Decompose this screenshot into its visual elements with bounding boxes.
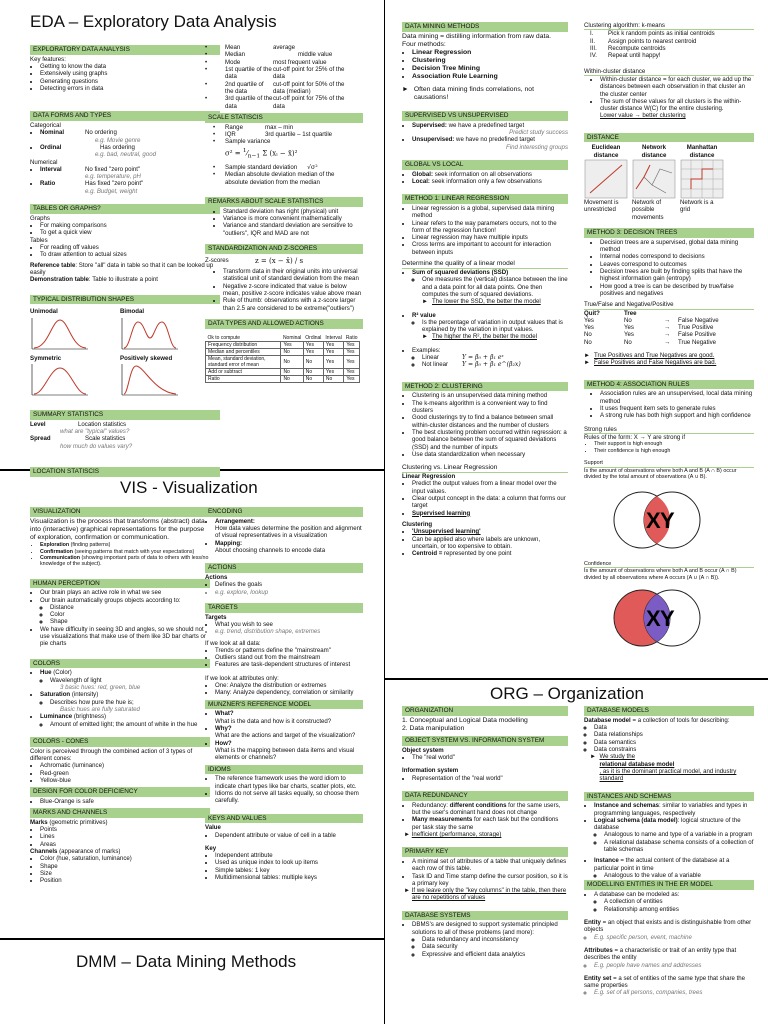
list-item: • Instance and schemas: similar to variables and types in programming languages, respectively xyxy=(594,802,754,817)
list-item: ◦ E.g. people have names and addresses xyxy=(594,962,754,969)
list-item: • e.g. trend, distribution shape, extremes xyxy=(215,628,363,635)
table-row: Median and percentiles No Yes Yes Yes xyxy=(206,348,360,355)
tables-graphs-header: TABLES OR GRAPHS? xyxy=(30,204,220,214)
list-item: • The sum of these values for all clusters is the within-cluster distance W(C) for the entire clustering. xyxy=(600,98,754,113)
list-item: ◦ Data xyxy=(594,724,754,731)
list-item: • Lines xyxy=(40,833,210,840)
level-row: Level Location statistics xyxy=(30,420,127,428)
location-stats-list: • Mean average • Median middle value • Mode most frequent value • 1st quartile of the data cut-off point for 25% of the data • 2nd quartile of the data cut-off point for 50% of the data (median) • 3rd quartile of the data cut-off point for 75% of the data xyxy=(205,44,345,110)
list-item: • Points xyxy=(40,826,210,833)
list-item: • One: Analyze the distribution or extremes xyxy=(215,682,363,689)
demonstration-table-note: Demonstration table: Table to illustrate a point xyxy=(30,276,158,284)
method3-header: METHOD 3: DECISION TREES xyxy=(584,228,754,238)
methods-text: Data mining = distilling information from raw data. xyxy=(402,32,552,40)
list-item: • e.g. explore, lookup xyxy=(215,589,363,596)
list-item: • Exploration (finding patterns) xyxy=(40,542,210,548)
list-item: • 'Unsupervised learning' xyxy=(412,528,568,535)
primary-key-header: PRIMARY KEY xyxy=(402,847,568,857)
table-row: No Yes → False Positive xyxy=(584,331,716,339)
list-item: ◦ Data semantics xyxy=(594,739,754,746)
list-item: • Local: seek information only a few observations xyxy=(412,178,568,185)
strong-rules-label: Strong rules xyxy=(584,426,754,434)
org-item: 2. Data manipulation xyxy=(402,724,465,732)
list-item: • Predict the output values from a linear model over the input values. xyxy=(412,480,568,495)
list-item: • Clustering is an unsupervised data mining method xyxy=(412,392,568,399)
list-item: • Transform data in their original units into universal statistical unit of standard deviation from the mean xyxy=(223,268,363,283)
colors-list xyxy=(30,669,210,728)
list-item: • Leaves correspond to outcomes xyxy=(600,261,754,268)
list-item: • Our brain plays an active role in what we see xyxy=(40,589,210,596)
list-item: • Communication (showing important parts of data to others with less/no knowledge of the subject). xyxy=(40,555,210,568)
targets-label: Targets xyxy=(205,613,227,621)
list-item: • Achromatic (luminance) xyxy=(40,762,210,769)
categorical-label: Categorical xyxy=(30,121,61,129)
global-local-list xyxy=(402,171,568,186)
level-example: what are "typical" values? xyxy=(60,427,130,435)
eda-title: EDA – Exploratory Data Analysis xyxy=(30,12,277,31)
quality-list xyxy=(402,269,568,369)
list-item: • Our brain automatically groups objects according to: ◦ Distance ◦ Color ◦ Shape xyxy=(40,597,210,626)
support-text: Is the amount of observations where both A and B (A ∩ B) occur divided by the total amount of observations (A ∪ B). xyxy=(584,467,737,481)
actions-label: Actions xyxy=(205,573,228,581)
list-item: • Defines the goals xyxy=(215,581,363,588)
table-row: Mean, standard deviation, standard error of mean No No Yes Yes xyxy=(206,355,360,368)
list-item: • How good a tree is can be described by true/false positives and negatives xyxy=(600,283,754,298)
list-item: • Mapping: About choosing channels to encode data xyxy=(215,540,363,555)
list-item: • R² value ◦ Is the percentage of variation in output values that is explained by the variation in input values. ► The higher the R², the better the model xyxy=(412,312,568,341)
bimodal-shape: Bimodal xyxy=(120,308,210,350)
list-item: • For making comparisons xyxy=(40,222,220,229)
list-item: • DBMS's are designed to support systematic principled solutions to all of these problems (and more): ◦ Data redundancy and inconsistency ◦ Data security ◦ Expressive and efficient data analytics xyxy=(412,921,568,958)
list-item: • Redundancy: different conditions for the same users, but the user's dominant hand does not change xyxy=(412,802,568,817)
list-item: • Many measurements for each task but the conditions per task stay the same xyxy=(412,816,568,831)
list-item: • Global: seek information on all observations xyxy=(412,171,568,178)
ordinal-item: • Ordinal Has ordering e.g. bad, neutral, good xyxy=(40,144,220,159)
redundancy-list xyxy=(402,802,568,839)
method4-header: METHOD 4: ASSOCIATION RULES xyxy=(584,380,754,390)
location-stats-header: LOCATION STATISCIS xyxy=(30,467,220,477)
list-item: • Generating questions xyxy=(40,78,220,85)
list-item: • How? What is the mapping between data items and visual elements or channels? xyxy=(215,740,363,762)
confidence-venn-icon xyxy=(604,585,714,651)
encoding-header: ENCODING xyxy=(205,507,363,517)
org-item: 1. Conceptual and Logical Data modelling xyxy=(402,716,528,724)
strong-rules-text: Rules of the form: X → Y are strong if xyxy=(584,433,686,441)
list-item: • Arrangement: How data values determine the position and alignment of visual representatives in a visualization xyxy=(215,518,363,540)
list-item: • Linear regression is a global, supervised data mining method xyxy=(412,205,568,220)
marks-label: Marks (geometric primitives) xyxy=(30,818,108,826)
scale-stats-list: • Range max – min • IQR 3rd quartile – 1st quartile • Sample variance $\sigma^2 = ^1⁄_{n-1}$ Σ (xᵢ − x̄)² • Sample standard deviation √σ² • Median absolute deviation median of the absolute deviation from the median xyxy=(205,124,363,187)
list-item: • Blue-Orange is safe xyxy=(40,798,210,805)
list-item: • Variance and standard deviation are sensitive to "outliers", IQR and MAD are not xyxy=(223,222,363,237)
data-forms-header: DATA FORMS AND TYPES xyxy=(30,111,220,121)
unimodal-curve-icon xyxy=(30,316,90,351)
unimodal-shape: Unimodal xyxy=(30,308,120,350)
clustering-label: Clustering xyxy=(402,521,433,528)
key-label: Key xyxy=(205,844,217,852)
list-item: • Their support is high enough xyxy=(594,441,754,447)
channels-label: Channels (appearance of marks) xyxy=(30,848,121,856)
database-models-header: DATABASE MODELS xyxy=(584,706,754,716)
list-item: • Many: Analyze dependency, correlation or similarity xyxy=(215,689,363,696)
tf-note: ► True Positives and True Negatives are good. xyxy=(584,352,715,360)
data-types-table xyxy=(205,335,360,383)
divider-left-2 xyxy=(0,938,384,940)
list-item: • Clear output concept in the data: a column that forms our target xyxy=(412,495,568,510)
relational-note: ► We study the relational database model , as it is the dominant practical model, and industry standard xyxy=(590,753,737,783)
scale-stats-header: SCALE STATISCIS xyxy=(205,113,363,123)
database-systems-header: DATABASE SYSTEMS xyxy=(402,911,568,921)
perception-list xyxy=(30,589,210,648)
table-row: Ok to compute Nominal Ordinal Interval Ratio xyxy=(207,334,358,341)
manhattan-distance: Manhattan distance Network is a grid xyxy=(680,144,724,221)
list-item: • Areas xyxy=(40,841,210,848)
tf-note: ► False Positives and False Negatives are bad. xyxy=(584,359,717,367)
list-item: • Unsupervised: we have no predefined target Find interesting groups xyxy=(412,136,568,151)
list-item: • Association rules are an unsupervised, local data mining method xyxy=(600,390,754,405)
list-item: • Dependent attribute or value of cell in a table xyxy=(215,832,363,839)
eda-header: EXPLORATORY DATA ANALYSIS xyxy=(30,45,220,55)
list-item: • Linear refers to the way parameters occurs, not to the form of the regression function! xyxy=(412,220,568,235)
list-item: • Internal nodes correspond to decisions xyxy=(600,253,754,260)
manhattan-grid-icon xyxy=(680,159,724,199)
list-item: • It uses frequent item sets to generate rules xyxy=(600,405,754,412)
variance-formula: $\sigma^2 = ^1⁄_{n-1}$ Σ (xᵢ − x̄)² xyxy=(225,148,298,161)
list-item: • Good clusterings try to find a balance between small within-cluster distances and the number of clusters xyxy=(412,414,568,429)
skewed-curve-icon xyxy=(120,362,180,397)
list-item: • Representation of the "real world" xyxy=(412,775,568,782)
venn-y-label: Y xyxy=(660,507,675,533)
schemas-list xyxy=(584,802,754,879)
list-item: ► If we leave only the "key columns" in the table, then there are no repetitions of values xyxy=(404,887,567,902)
list-item: • Used as unique index to look up items xyxy=(215,859,363,866)
information-system-label: Information system xyxy=(402,767,459,775)
nominal-item: • Nominal No ordering e.g. Movie genre xyxy=(40,129,220,144)
distance-header: DISTANCE xyxy=(584,133,754,143)
entity-set-definition: Entity set = a set of entities of the same type that share the same properties xyxy=(584,974,746,990)
zscore-row: Z-scores z = (x − x̄) / s xyxy=(205,256,304,265)
quality-label: Determine the quality of a linear model xyxy=(402,260,568,269)
divider-vertical xyxy=(384,0,385,1024)
tables-label: Tables xyxy=(30,236,48,244)
venn-x-label: X xyxy=(646,606,661,632)
entities-header: MODELLING ENTITIES IN THE ER MODEL xyxy=(584,880,754,890)
list-item: • Trends or patterns define the "mainstream" xyxy=(215,647,363,654)
list-item: • Confirmation (seeing patterns that match with your expectations) xyxy=(40,549,210,555)
list-item: • Within-cluster distance = for each cluster, we add up the distances between each observation in that cluster an the cluster center xyxy=(600,76,754,98)
bimodal-curve-icon xyxy=(120,316,180,351)
dmm-title: DMM – Data Mining Methods xyxy=(76,952,297,971)
list-item: ◦ Data relationships xyxy=(594,731,754,738)
table-row: Frequency distribution Yes Yes Yes Yes xyxy=(206,341,360,348)
list-item: • Use data standardization when necessary xyxy=(412,451,568,458)
support-venn-icon xyxy=(604,485,714,555)
standardization-header: STANDARDIZATION AND Z-SCORES xyxy=(205,244,363,254)
list-item: • Position xyxy=(40,877,210,884)
os-vs-is-header: OBJECT SYSTEM VS. INFORMATION SYSTEM xyxy=(402,736,568,746)
munzner-list xyxy=(205,710,363,761)
list-item: • A minimal set of attributes of a table that uniquely defines each row of this table. xyxy=(412,858,568,873)
visualization-text: Visualization is the process that transforms (abstract) data into (interactive) graphical representations for the purpose of exploration, confirmation or communication. xyxy=(30,517,205,541)
list-item: • To draw attention to actual sizes xyxy=(40,251,220,258)
munzner-header: MUNZNER'S REFERENCE MODEL xyxy=(205,700,363,710)
list-item: • Can be applied also where labels are unknown, uncertain, or too expensive to obtain. xyxy=(412,536,568,551)
list-item: • Clustering xyxy=(412,57,568,65)
list-item: • Independent attribute xyxy=(215,852,363,859)
targets-header: TARGETS xyxy=(205,603,363,613)
actions-header: ACTIONS xyxy=(205,563,363,573)
interval-item: • Interval No fixed "zero point" e.g. temperature, pH xyxy=(40,166,220,181)
list-item: • To get a quick view xyxy=(40,229,220,236)
visualization-header: VISUALIZATION xyxy=(30,507,210,517)
marks-header: MARKS AND CHANNELS xyxy=(30,808,210,818)
visualization-list xyxy=(30,542,210,567)
list-item: • The k-means algorithm is a convenient way to find clusters xyxy=(412,400,568,415)
list-item: • Instance = the actual content of the database at a particular point in time ◦ Analogous to the value of a variable xyxy=(594,857,754,879)
list-item: ◦ E.g. set of all persons, companies, trees xyxy=(594,989,754,996)
euclidean-distance: Euclidean distance Movement is unrestricted xyxy=(584,144,628,221)
venn-y-label: Y xyxy=(660,606,675,632)
cones-header: COLORS - CONES xyxy=(30,737,210,747)
list-item: • The reference framework uses the word idiom to indicate chart types like bar charts, scatter plots, etc. xyxy=(215,775,363,790)
keys-values-header: KEYS AND VALUES xyxy=(205,814,363,824)
list-item: • A database can be modeled as: ◦ A collection of entities ◦ Relationship among entities xyxy=(594,891,754,913)
list-item: • Standard deviation has right (physical) unit xyxy=(223,208,363,215)
list-item: • Linear Regression xyxy=(412,49,568,57)
deficiency-header: DESIGN FOR COLOR DEFICIENCY xyxy=(30,787,210,797)
list-item: • What? What is the data and how is it constructed? xyxy=(215,710,363,725)
list-item: • Idioms do not serve all tasks equally, so choose them carefully. xyxy=(215,790,363,805)
global-local-header: GLOBAL VS LOCAL xyxy=(402,160,568,170)
list-item: • Extensively using graphs xyxy=(40,70,220,77)
methods-list xyxy=(402,49,568,82)
ratio-item: • Ratio Has fixed "zero point" e.g. Budget, weight xyxy=(40,180,220,195)
list-item: • We have difficulty in seeing 3D and angles, so we should not use visualizations that make use of them like 3D bar charts or pie charts xyxy=(40,626,210,648)
org-title: ORG – Organization xyxy=(490,684,645,703)
remarks-header: REMARKS ABOUT SCALE STATISTICS xyxy=(205,197,363,207)
method1-list xyxy=(402,205,568,256)
symmetric-curve-icon xyxy=(30,362,90,397)
object-system-label: Object system xyxy=(402,746,444,754)
value-label: Value xyxy=(205,824,221,832)
network-distance: Network distance Network of possible movements xyxy=(632,144,676,221)
key-features-label: Key features: xyxy=(30,55,66,63)
list-item: • Features are task-dependent structures of interest xyxy=(215,661,363,668)
list-item: • Decision trees are built by finding splits that have the highest information gain (entropy) xyxy=(600,268,754,283)
all-data-label: If we look at all data: xyxy=(205,639,261,647)
list-item: • Variance is more convenient mathematically xyxy=(223,215,363,222)
four-methods-label: Four methods: xyxy=(402,40,446,48)
list-item: • Hue (Color) ◦ Wavelength of light 3 basic hues: red, green, blue xyxy=(40,669,210,691)
zscore-list xyxy=(205,268,363,312)
methods-header: DATA MINING METHODS xyxy=(402,22,568,32)
table-row: No No → True Negative xyxy=(584,338,717,346)
list-item: • Simple tables: 1 key xyxy=(215,867,363,874)
attr-only-label: If we look at attributes only: xyxy=(205,674,279,682)
cones-text: Color is perceived through the combined action of 3 types of different cones: xyxy=(30,747,193,762)
network-grid-icon xyxy=(632,159,676,199)
list-item: Lower value → better clustering xyxy=(600,112,686,120)
organization-header: ORGANIZATION xyxy=(402,706,568,716)
list-item: • Association Rule Learning xyxy=(412,73,568,81)
list-item: • Detecting errors in data xyxy=(40,85,220,92)
perception-header: HUMAN PERCEPTION xyxy=(30,579,210,589)
list-item: • Supervised: we have a predefined target Predict study success xyxy=(412,122,568,137)
list-item: • Rule of thumb: observations with a z-score larger than 2.5 are considered to be extreme("outliers") xyxy=(223,297,363,312)
confidence-text: Is the amount of observations where both A and B occur (A ∩ B) divided by all observations where A occurs (A ∪ (A ∩ B)). xyxy=(584,568,737,581)
venn-x-label: X xyxy=(646,507,661,533)
graphs-label: Graphs xyxy=(30,214,50,222)
table-row: Yes Yes → True Positive xyxy=(584,324,714,332)
vis-section-right xyxy=(205,504,363,934)
tfnp-label: True/False and Negative/Positive xyxy=(584,301,754,309)
within-cluster-label: Within-cluster distance xyxy=(584,68,754,76)
list-item: ◦ E.g. specific person, event, machine xyxy=(594,934,754,941)
distance-types xyxy=(584,144,724,221)
list-item: • Linear regression may have multiple inputs xyxy=(412,234,568,241)
spread-row: Spread Scale statistics xyxy=(30,435,126,443)
dmm-section-col1 xyxy=(402,22,568,676)
distribution-shapes xyxy=(30,308,210,397)
list-item: • Color (hue, saturation, luminance) xyxy=(40,855,210,862)
supervised-header: SUPERVISED VS UNSUPERVISED xyxy=(402,111,568,121)
symmetric-shape: Symmetric xyxy=(30,355,120,397)
list-item: • The best clustering problem occurred within regression: a good balance between the sum of squared deviations (SSD) and the number of inputs xyxy=(412,429,568,451)
list-item: • Centroid = represented by one point xyxy=(412,550,568,557)
list-item: • Shape xyxy=(40,863,210,870)
list-item: • Size xyxy=(40,870,210,877)
confidence-label: Confidence xyxy=(584,561,754,568)
list-item: • Task ID and Time stamp define the cursor position, so it is a primary key xyxy=(412,873,568,888)
list-item: • Supervised learning xyxy=(412,510,568,517)
list-item: • Multidimensional tables: multiple keys xyxy=(215,874,363,881)
table-row: Add or subtract No No Yes Yes xyxy=(206,368,360,375)
list-item: • Decision Tree Mining xyxy=(412,65,568,73)
org-section-col2 xyxy=(584,706,754,1022)
tf-table xyxy=(584,310,754,347)
list-item: • Negative z-score indicated that value is below mean, positive z-score indicates value above mean xyxy=(223,283,363,298)
positively-skewed-shape: Positively skewed xyxy=(120,355,210,397)
instances-schemas-header: INSTANCES AND SCHEMAS xyxy=(584,792,754,802)
list-item: • Yellow-blue xyxy=(40,777,210,784)
redundancy-header: DATA REDUNDANCY xyxy=(402,791,568,801)
eda-section-right xyxy=(205,44,363,464)
idioms-header: IDIOMS xyxy=(205,765,363,775)
list-item: • A strong rule has both high support and high confidence xyxy=(600,412,754,419)
lr-label: Linear Regression xyxy=(402,473,456,481)
numerical-label: Numerical xyxy=(30,158,58,166)
database-model-text: Database model = a collection of tools for describing: xyxy=(584,716,730,724)
features-list xyxy=(30,63,220,92)
list-item: • Why? What are the actions and target of the visualization? xyxy=(215,725,363,740)
often-note: ► Often data mining finds correlations, not causations! xyxy=(402,85,534,101)
attributes-definition: Attributes = a characteristic or trait of an entity type that describes the entity xyxy=(584,946,737,962)
reference-table-note: Reference table: Store "all" data in table so that it can be looked up easily xyxy=(30,261,214,276)
list-item: • What you wish to see xyxy=(215,621,363,628)
table-row: Yes No → False Negative xyxy=(584,316,719,324)
distribution-header: TYPICAL DISTRIBUTION SHAPES xyxy=(30,295,220,305)
vis-title: VIS - Visualization xyxy=(120,478,258,497)
method1-header: METHOD 1: LINEAR REGRESSION xyxy=(402,194,568,204)
method2-list xyxy=(402,392,568,458)
list-item: • The "real world" xyxy=(412,754,568,761)
list-item: • Red-green xyxy=(40,770,210,777)
table-row: Ratio No No No Yes xyxy=(206,375,360,382)
supervised-list xyxy=(402,122,568,151)
kmeans-label: Clustering algorithm: k-means xyxy=(584,22,754,30)
list-item: • Luminance (brightness) ◦ Amount of emitted light; the amount of white in the hue xyxy=(40,713,210,728)
list-item: ◦ Data constrains xyxy=(594,746,754,753)
list-item: • Getting to know the data xyxy=(40,63,220,70)
list-item: • Decision trees are a supervised, global data mining method xyxy=(600,239,754,254)
list-item: • Logical schema (data model): logical structure of the database ◦ Analogous to name and type of a variable in a program ◦ A relational database schema consists of a collection of table schemas xyxy=(594,817,754,854)
list-item: • Their confidence is high enough xyxy=(594,448,754,454)
list-item: • For reading off values xyxy=(40,244,220,251)
list-item: • Sum of squared deviations (SSD) ◦ One measures the (vertical) distance between the line and a data point for all data points. One then computes the sum of squared deviations. ► The lower the SSD, the better the model xyxy=(412,269,568,306)
encoding-list xyxy=(205,518,363,555)
dmm-section-col2 xyxy=(584,22,754,676)
euclidean-grid-icon xyxy=(584,159,628,199)
list-item: • Examples: ◦ Linear Y = β₀ + β₁ eˣ ◦ Not linear Y = β₀ + β₁ e^(β₂x) xyxy=(412,347,568,369)
entity-definition: Entity = an object that exists and is distinguishable from other objects xyxy=(584,918,752,934)
data-types-header: DATA TYPES AND ALLOWED ACTIONS xyxy=(205,319,363,329)
divider-right xyxy=(384,678,768,680)
list-item: • Cross terms are important to account for interaction between inputs xyxy=(412,241,568,256)
kmeans-list: I. Pick k random points as initial centroids II. Assign points to nearest centroid III. Recompute centroids IV. Repeat until happy! xyxy=(590,30,715,60)
list-item: • Saturation (intensity) ◦ Describes how pure the hue is; Basic hues are fully saturated xyxy=(40,691,210,713)
method2-header: METHOD 2: CLUSTERING xyxy=(402,382,568,392)
remarks-list xyxy=(205,208,363,237)
org-section-col1 xyxy=(402,706,568,1022)
list-item: • Outliers stand out from the mainstream xyxy=(215,654,363,661)
clustering-vs-lr-label: Clustering vs. Linear Regression xyxy=(402,464,568,473)
summary-stats-header: SUMMARY STATISTICS xyxy=(30,410,220,420)
support-label: Support xyxy=(584,460,754,467)
table-row: Quit? Tree xyxy=(584,309,637,317)
colors-header: COLORS xyxy=(30,659,210,669)
list-item: ► Inefficient (performance, storage) xyxy=(404,830,502,838)
spread-example: how much do values vary? xyxy=(60,442,133,450)
